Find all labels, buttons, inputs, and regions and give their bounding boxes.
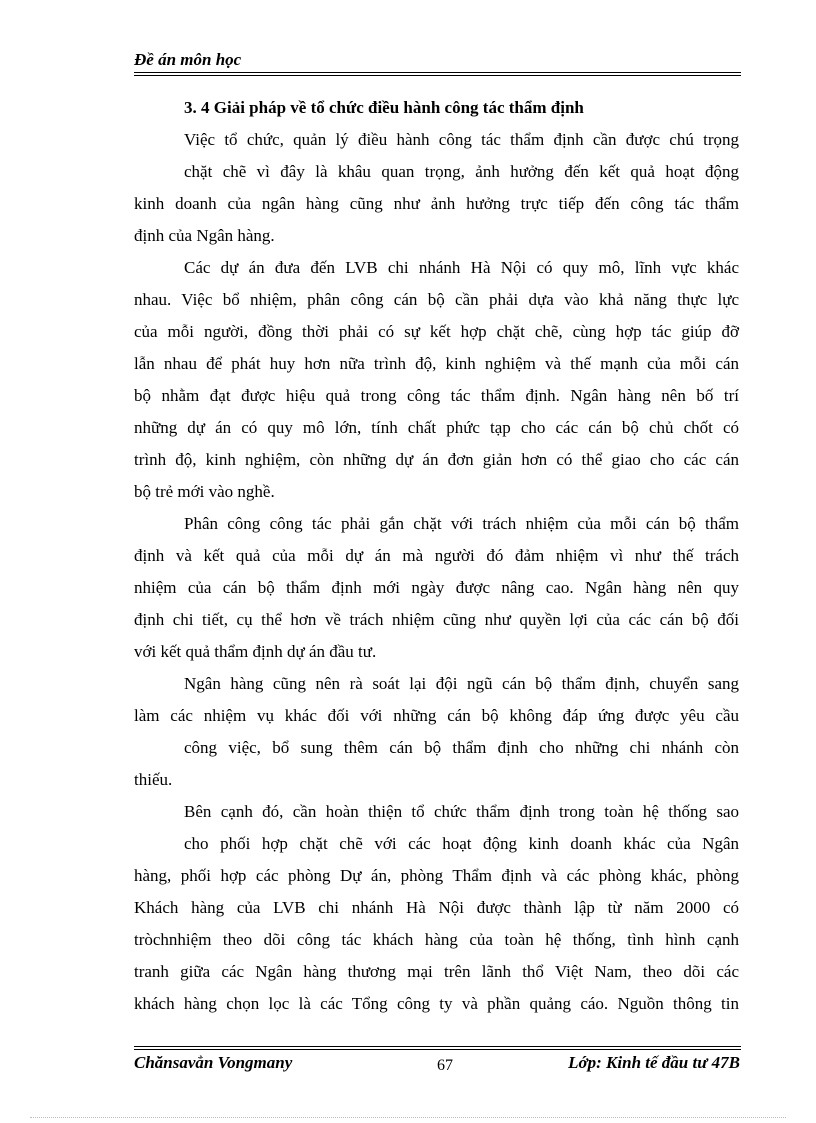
section-heading: 3. 4 Giải pháp về tổ chức điều hành công tác thẩm định [184,98,584,117]
body-line: Việc tổ chức, quản lý điều hành công tác thẩm định cần được chú trọng [184,130,739,149]
page-header-title: Đề án môn học [134,50,242,69]
footer-class-label: Lớp: Kinh tế đầu tư 47B [568,1053,740,1072]
body-line: kinh doanh của ngân hàng cũng như ảnh hưởng trực tiếp đến công tác thẩm [134,194,739,213]
body-line: thiếu. [134,770,173,789]
body-line: những dự án có quy mô lớn, tính chất phức tạp cho các cán bộ chủ chốt có [134,418,739,437]
body-line: bộ nhằm đạt được hiệu quả trong công tác thẩm định. Ngân hàng nên bố trí [134,386,739,405]
body-line: trình độ, kinh nghiệm, còn những dự án đơn giản hơn có thể giao cho các cán [134,450,739,469]
body-line: khách hàng chọn lọc là các Tổng công ty và phần quảng cáo. Nguồn thông tin [134,994,739,1013]
body-line: tranh giữa các Ngân hàng thương mại trên lãnh thổ Việt Nam, theo dõi các [134,962,739,981]
body-line: làm các nhiệm vụ khác đối với những cán bộ không đáp ứng được yêu cầu [134,706,739,725]
body-line: Ngân hàng cũng nên rà soát lại đội ngũ cán bộ thẩm định, chuyển sang [184,674,739,693]
page-bottom-border [30,1117,786,1118]
body-line: Bên cạnh đó, cần hoàn thiện tổ chức thẩm định trong toàn hệ thống sao [184,802,739,821]
footer-rule [134,1046,741,1047]
body-line: định chi tiết, cụ thể hơn về trách nhiệm cũng như quyền lợi của các cán bộ đối [134,610,739,629]
body-line: nhau. Việc bổ nhiệm, phân công cán bộ cần phải dựa vào khả năng thực lực [134,290,739,309]
body-line: với kết quả thẩm định dự án đầu tư. [134,642,377,661]
body-line: nhiệm của cán bộ thẩm định mới ngày được nâng cao. Ngân hàng nên quy [134,578,739,597]
header-rule-thin [134,75,741,76]
body-line: Khách hàng của LVB chi nhánh Hà Nội được thành lập từ năm 2000 có [134,898,739,917]
footer-author: Chănsavẳn Vongmany [134,1053,293,1072]
body-line: hàng, phối hợp các phòng Dự án, phòng Thẩm định và các phòng khác, phòng [134,866,739,885]
body-line: Các dự án đưa đến LVB chi nhánh Hà Nội có quy mô, lĩnh vực khác [184,258,739,277]
page-body [134,92,739,1020]
header-rule [134,72,741,73]
body-line: Phân công công tác phải gắn chặt với trách nhiệm của mỗi cán bộ thẩm [184,514,739,533]
body-line: định của Ngân hàng. [134,226,275,245]
footer-rule-thin [134,1049,741,1050]
body-line: định và kết quả của mỗi dự án mà người đó đảm nhiệm vì như thế trách [134,546,739,565]
body-line: bộ trẻ mới vào nghề. [134,482,275,501]
body-line: chặt chẽ vì đây là khâu quan trọng, ảnh hưởng đến kết quả hoạt động [184,162,739,181]
body-line: lẫn nhau để phát huy hơn nữa trình độ, kinh nghiệm và thế mạnh của mỗi cán [134,354,739,373]
body-line: tròchnhiệm theo dõi công tác khách hàng của toàn hệ thống, tình hình cạnh [134,930,739,949]
body-line: cho phối hợp chặt chẽ với các hoạt động kinh doanh khác của Ngân [184,834,739,853]
page-number: 67 [437,1057,453,1074]
body-line: công việc, bổ sung thêm cán bộ thẩm định cho những chi nhánh còn [184,738,739,757]
body-line: của mỗi người, đồng thời phải có sự kết hợp chặt chẽ, cùng hợp tác giúp đỡ [134,322,739,341]
